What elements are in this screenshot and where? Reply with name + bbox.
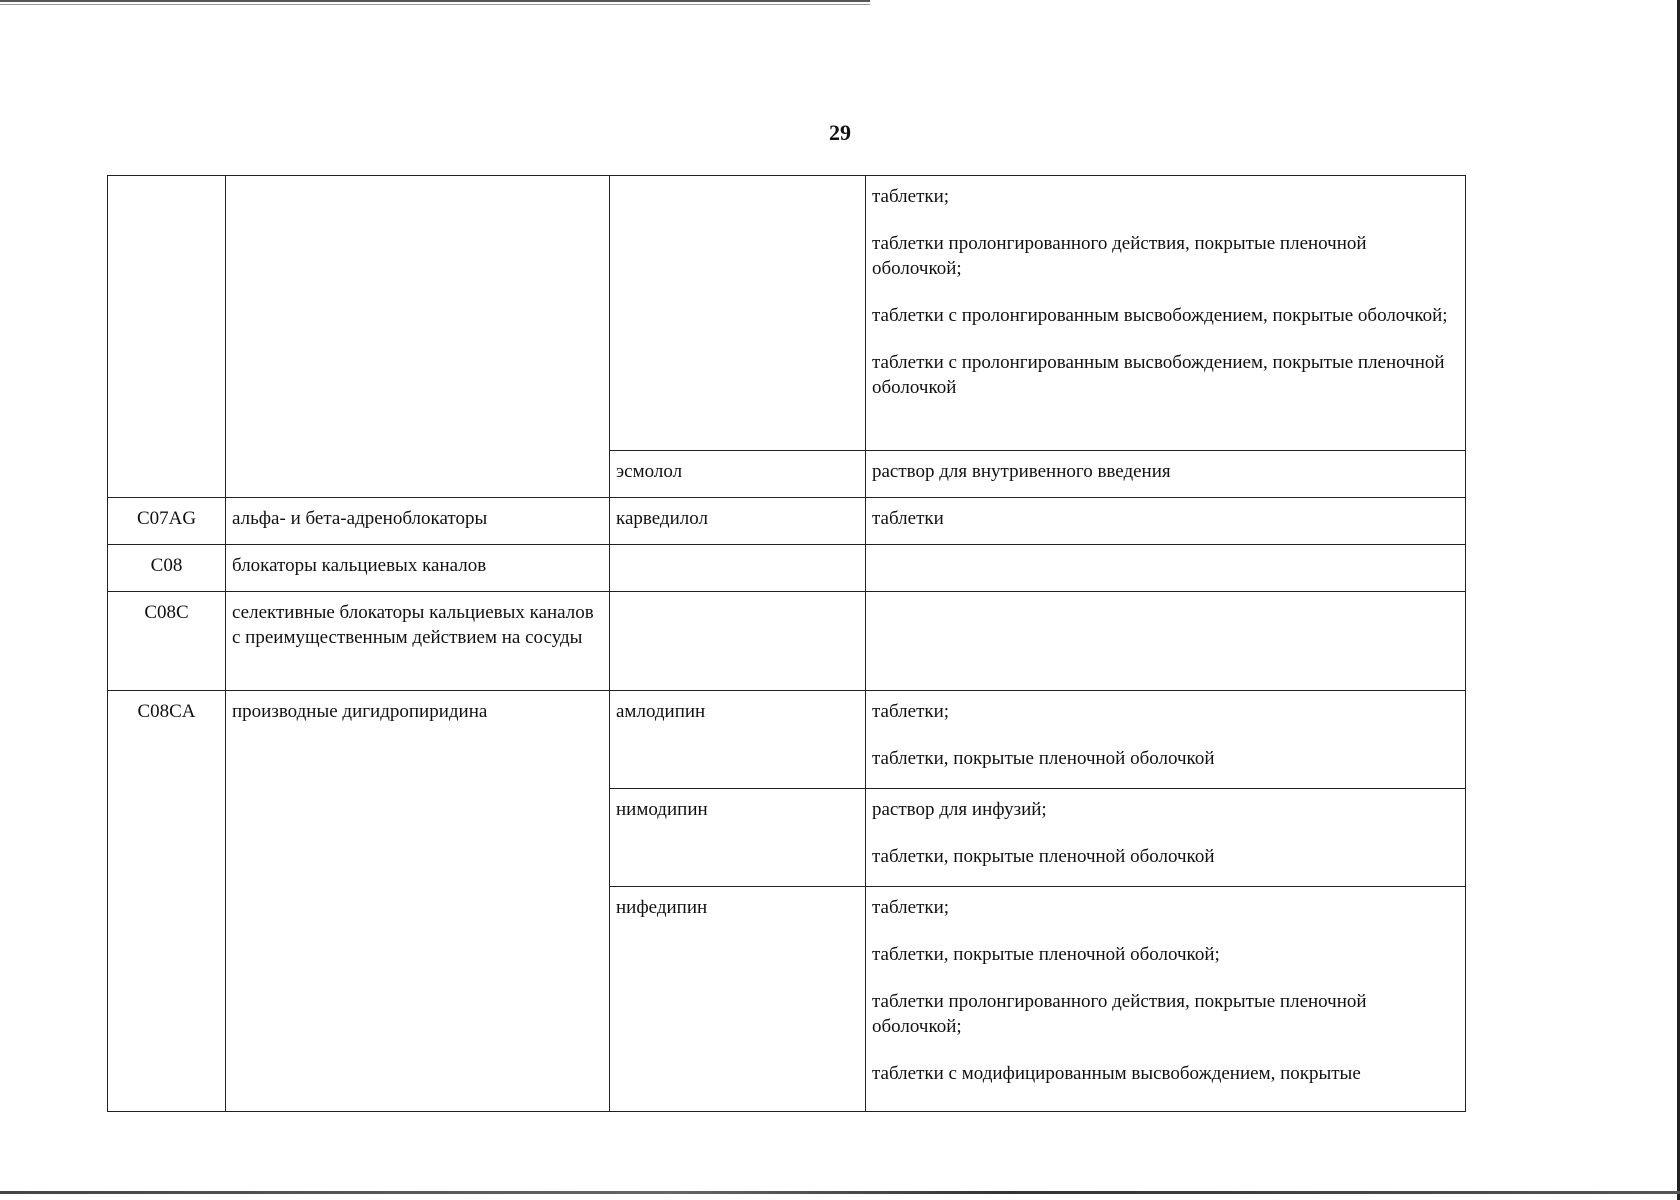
drug-name-cell: нифедипин bbox=[610, 887, 866, 1112]
dosage-form-item: раствор для инфузий; bbox=[872, 799, 1047, 820]
atc-code-cell: C08 bbox=[108, 545, 226, 592]
scan-border-bottom bbox=[0, 1191, 1680, 1194]
atc-code-cell: C08CA bbox=[108, 691, 226, 1112]
atc-group-cell: производные дигидропиридина bbox=[226, 691, 610, 1112]
dosage-forms-cell bbox=[866, 691, 1466, 789]
drug-name-cell: эсмолол bbox=[610, 451, 866, 498]
dosage-form-item: таблетки с пролонгированным высвобождением, покрытые оболочкой; bbox=[872, 305, 1448, 326]
dosage-forms-cell bbox=[866, 176, 1466, 451]
table-row bbox=[108, 176, 1466, 451]
drug-name-cell: карведилол bbox=[610, 498, 866, 545]
atc-code-cell bbox=[108, 176, 226, 498]
dosage-form-item: таблетки bbox=[872, 508, 944, 529]
atc-code-cell: C08C bbox=[108, 592, 226, 691]
dosage-form-item: таблетки, покрытые пленочной оболочкой bbox=[872, 748, 1215, 769]
drug-name-cell bbox=[610, 545, 866, 592]
drug-name-cell: амлодипин bbox=[610, 691, 866, 789]
dosage-form-item: таблетки с модифицированным высвобождением, покрытые bbox=[872, 1063, 1361, 1084]
drug-name-cell bbox=[610, 592, 866, 691]
dosage-form-item: таблетки пролонгированного действия, покрытые пленочной оболочкой; bbox=[872, 991, 1367, 1037]
table-row bbox=[108, 498, 1466, 545]
page-number: 29 bbox=[829, 120, 851, 145]
drug-name-cell bbox=[610, 176, 866, 451]
drug-name-cell: нимодипин bbox=[610, 789, 866, 887]
dosage-forms-cell bbox=[866, 887, 1466, 1112]
dosage-forms-cell bbox=[866, 789, 1466, 887]
scan-border-top-inner bbox=[0, 4, 870, 5]
dosage-form-item: раствор для внутривенного введения bbox=[872, 461, 1171, 482]
dosage-form-item: таблетки с пролонгированным высвобождением, покрытые пленочной оболочкой bbox=[872, 352, 1445, 398]
drug-list-table bbox=[107, 175, 1466, 1112]
dosage-form-item: таблетки, покрытые пленочной оболочкой; bbox=[872, 944, 1220, 965]
dosage-forms-cell bbox=[866, 545, 1466, 592]
atc-group-cell bbox=[226, 176, 610, 498]
dosage-form-item: таблетки; bbox=[872, 701, 950, 722]
atc-code-cell: C07AG bbox=[108, 498, 226, 545]
table-body bbox=[108, 176, 1466, 1112]
dosage-forms-cell bbox=[866, 451, 1466, 498]
atc-group-cell: альфа- и бета-адреноблокаторы bbox=[226, 498, 610, 545]
table-row bbox=[108, 545, 1466, 592]
dosage-form-item: таблетки; bbox=[872, 897, 950, 918]
dosage-form-item: таблетки, покрытые пленочной оболочкой bbox=[872, 846, 1215, 867]
table-row bbox=[108, 691, 1466, 789]
scan-border-top bbox=[0, 0, 870, 2]
dosage-forms-cell bbox=[866, 592, 1466, 691]
dosage-form-item: таблетки пролонгированного действия, покрытые пленочной оболочкой; bbox=[872, 233, 1367, 279]
dosage-forms-cell bbox=[866, 498, 1466, 545]
table-row bbox=[108, 592, 1466, 691]
atc-group-cell: блокаторы кальциевых каналов bbox=[226, 545, 610, 592]
dosage-form-item: таблетки; bbox=[872, 186, 950, 207]
atc-group-cell: селективные блокаторы кальциевых каналов с преимущественным действием на сосуды bbox=[226, 592, 610, 691]
